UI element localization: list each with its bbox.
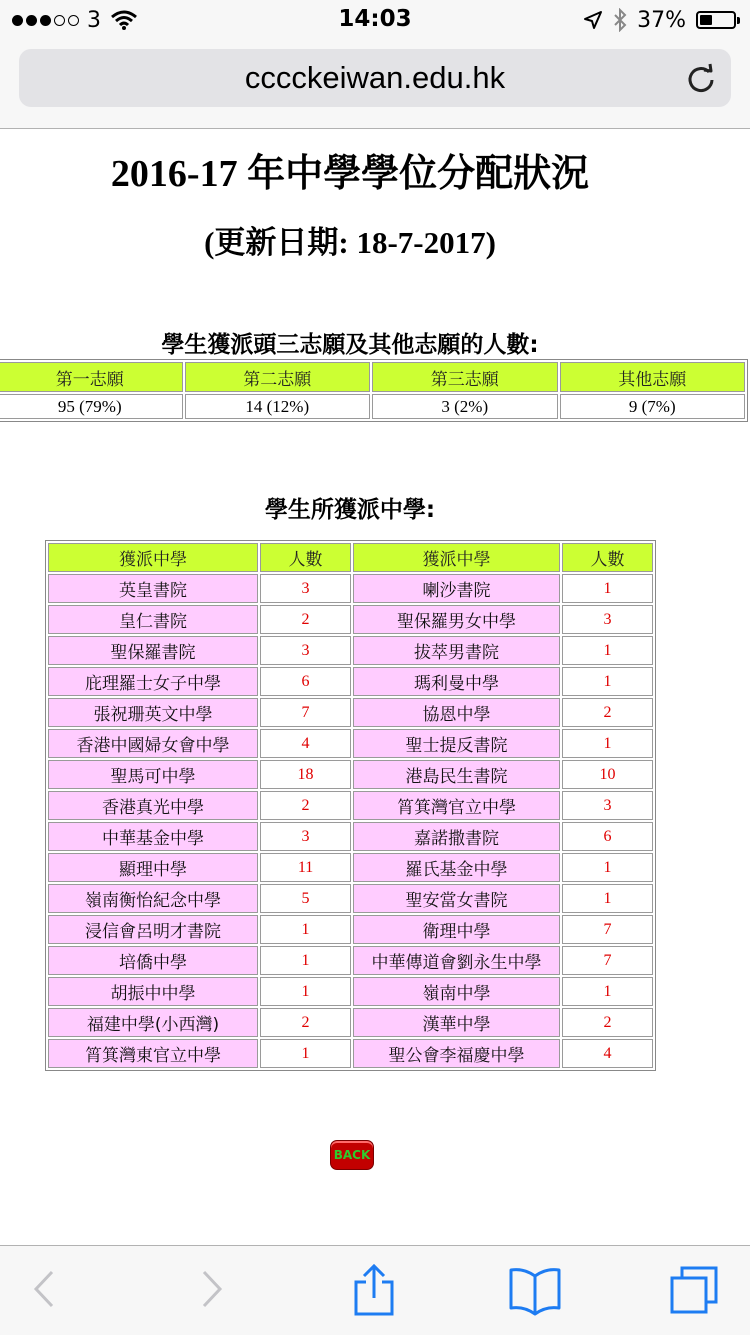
school-name: 顯理中學 bbox=[48, 853, 258, 882]
student-count: 6 bbox=[260, 667, 351, 696]
student-count: 4 bbox=[562, 1039, 653, 1068]
school-name: 聖馬可中學 bbox=[48, 760, 258, 789]
school-name: 培僑中學 bbox=[48, 946, 258, 975]
school-name: 聖保羅男女中學 bbox=[353, 605, 560, 634]
schools-table-body bbox=[48, 543, 653, 1068]
school-name: 中華傳道會劉永生中學 bbox=[353, 946, 560, 975]
location-arrow-icon bbox=[583, 10, 603, 30]
school-row bbox=[48, 760, 653, 789]
school-name: 嶺南衡怡紀念中學 bbox=[48, 884, 258, 913]
student-count: 10 bbox=[562, 760, 653, 789]
school-row bbox=[48, 915, 653, 944]
count-header: 人數 bbox=[562, 543, 653, 572]
student-count: 3 bbox=[562, 605, 653, 634]
schools-table bbox=[45, 540, 656, 1071]
school-name: 羅氏基金中學 bbox=[353, 853, 560, 882]
choice-value: 3 (2%) bbox=[372, 394, 558, 419]
school-header: 獲派中學 bbox=[353, 543, 560, 572]
choice-value: 9 (7%) bbox=[560, 394, 746, 419]
school-row bbox=[48, 636, 653, 665]
school-name: 筲箕灣東官立中學 bbox=[48, 1039, 258, 1068]
student-count: 3 bbox=[562, 791, 653, 820]
address-bar[interactable] bbox=[19, 49, 731, 107]
status-right bbox=[583, 6, 736, 34]
school-name: 聖安當女書院 bbox=[353, 884, 560, 913]
student-count: 5 bbox=[260, 884, 351, 913]
student-count: 6 bbox=[562, 822, 653, 851]
school-row bbox=[48, 822, 653, 851]
update-date: (更新日期: 18-7-2017) bbox=[204, 225, 496, 260]
school-row bbox=[48, 791, 653, 820]
student-count: 1 bbox=[260, 977, 351, 1006]
student-count: 7 bbox=[260, 698, 351, 727]
school-name: 香港真光中學 bbox=[48, 791, 258, 820]
choice-header: 其他志願 bbox=[560, 362, 746, 392]
school-name: 中華基金中學 bbox=[48, 822, 258, 851]
school-row bbox=[48, 667, 653, 696]
school-name: 筲箕灣官立中學 bbox=[353, 791, 560, 820]
back-arrow-icon[interactable] bbox=[30, 1264, 58, 1314]
choice-header: 第二志願 bbox=[185, 362, 371, 392]
choices-header-row bbox=[0, 362, 745, 392]
student-count: 2 bbox=[562, 698, 653, 727]
student-count: 1 bbox=[562, 884, 653, 913]
school-row bbox=[48, 1039, 653, 1068]
choice-value: 95 (79%) bbox=[0, 394, 183, 419]
school-name: 漢華中學 bbox=[353, 1008, 560, 1037]
student-count: 1 bbox=[562, 977, 653, 1006]
student-count: 1 bbox=[562, 729, 653, 758]
school-row bbox=[48, 1008, 653, 1037]
student-count: 3 bbox=[260, 636, 351, 665]
school-name: 香港中國婦女會中學 bbox=[48, 729, 258, 758]
school-name: 聖士提反書院 bbox=[353, 729, 560, 758]
school-row bbox=[48, 977, 653, 1006]
student-count: 3 bbox=[260, 574, 351, 603]
student-count: 1 bbox=[260, 946, 351, 975]
browser-toolbar bbox=[0, 1245, 750, 1335]
student-count: 1 bbox=[562, 667, 653, 696]
choices-value-row bbox=[0, 394, 745, 419]
clock: 14:03 bbox=[338, 6, 412, 32]
url-text[interactable]: cccckeiwan.edu.hk bbox=[244, 60, 506, 95]
school-name: 庇理羅士女子中學 bbox=[48, 667, 258, 696]
school-row bbox=[48, 853, 653, 882]
school-row bbox=[48, 946, 653, 975]
school-name: 皇仁書院 bbox=[48, 605, 258, 634]
student-count: 1 bbox=[562, 636, 653, 665]
choices-table bbox=[0, 359, 748, 422]
student-count: 1 bbox=[260, 1039, 351, 1068]
school-name: 聖保羅書院 bbox=[48, 636, 258, 665]
student-count: 18 bbox=[260, 760, 351, 789]
schools-heading: 學生所獲派中學: bbox=[264, 497, 436, 523]
back-button[interactable]: BACK bbox=[330, 1140, 374, 1170]
choice-value: 14 (12%) bbox=[185, 394, 371, 419]
page-title: 2016-17 年中學學位分配狀況 bbox=[110, 153, 590, 195]
student-count: 1 bbox=[562, 853, 653, 882]
choice-header: 第一志願 bbox=[0, 362, 183, 392]
battery-level bbox=[700, 15, 712, 25]
student-count: 2 bbox=[260, 605, 351, 634]
schools-header-row bbox=[48, 543, 653, 572]
school-row bbox=[48, 574, 653, 603]
school-name: 福建中學(小西灣) bbox=[48, 1008, 258, 1037]
school-name: 衛理中學 bbox=[353, 915, 560, 944]
school-row bbox=[48, 698, 653, 727]
student-count: 2 bbox=[562, 1008, 653, 1037]
school-name: 浸信會呂明才書院 bbox=[48, 915, 258, 944]
battery-percentage: 37% bbox=[637, 7, 686, 33]
browser-address-area bbox=[0, 40, 750, 129]
tabs-icon[interactable] bbox=[668, 1264, 720, 1316]
count-header: 人數 bbox=[260, 543, 351, 572]
school-name: 嘉諾撒書院 bbox=[353, 822, 560, 851]
bookmarks-icon[interactable] bbox=[508, 1264, 562, 1316]
student-count: 2 bbox=[260, 1008, 351, 1037]
student-count: 11 bbox=[260, 853, 351, 882]
choice-header: 第三志願 bbox=[372, 362, 558, 392]
school-name: 喇沙書院 bbox=[353, 574, 560, 603]
student-count: 1 bbox=[260, 915, 351, 944]
school-name: 協恩中學 bbox=[353, 698, 560, 727]
forward-arrow-icon[interactable] bbox=[198, 1264, 226, 1314]
school-name: 聖公會李福慶中學 bbox=[353, 1039, 560, 1068]
school-name: 英皇書院 bbox=[48, 574, 258, 603]
school-name: 嶺南中學 bbox=[353, 977, 560, 1006]
battery-icon bbox=[696, 11, 736, 29]
school-name: 拔萃男書院 bbox=[353, 636, 560, 665]
school-row bbox=[48, 884, 653, 913]
share-icon[interactable] bbox=[352, 1264, 396, 1316]
bluetooth-icon bbox=[613, 8, 627, 32]
reload-icon[interactable] bbox=[685, 62, 717, 94]
student-count: 1 bbox=[562, 574, 653, 603]
carrier-label: 3 bbox=[87, 7, 101, 33]
school-name: 瑪利曼中學 bbox=[353, 667, 560, 696]
school-header: 獲派中學 bbox=[48, 543, 258, 572]
student-count: 4 bbox=[260, 729, 351, 758]
student-count: 7 bbox=[562, 946, 653, 975]
student-count: 3 bbox=[260, 822, 351, 851]
status-bar bbox=[0, 0, 750, 40]
school-name: 港島民生書院 bbox=[353, 760, 560, 789]
school-name: 張祝珊英文中學 bbox=[48, 698, 258, 727]
school-row bbox=[48, 729, 653, 758]
school-row bbox=[48, 605, 653, 634]
student-count: 2 bbox=[260, 791, 351, 820]
school-name: 胡振中中學 bbox=[48, 977, 258, 1006]
choices-heading: 學生獲派頭三志願及其他志願的人數: bbox=[161, 332, 539, 358]
student-count: 7 bbox=[562, 915, 653, 944]
